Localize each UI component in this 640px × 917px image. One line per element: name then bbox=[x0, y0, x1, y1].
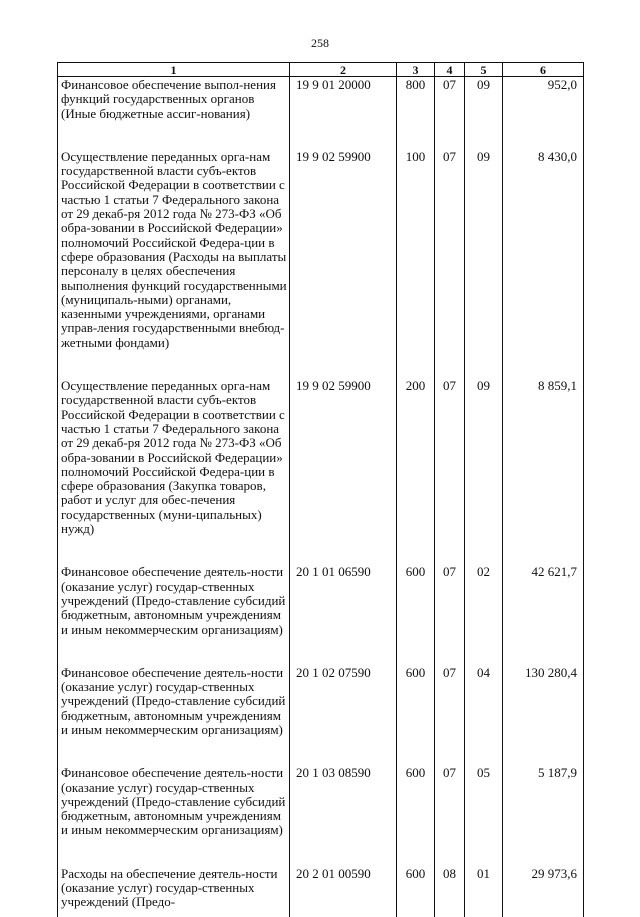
row-description: Осуществление переданных орга-нам государственной власти субъ-ектов Российской Федерации в соответствии с частью 1 статьи 7 Федерального закона от 29 декаб-ря 2012 года № 273-ФЗ «Об обра-зовании в Российской Федерации» полномочий Российской Федера-ции в сфере образования (Закупка товаров, работ и услуг для обес-печения государственных (муни-ципальных) нужд) bbox=[58, 379, 290, 565]
row-amount: 130 280,4 bbox=[503, 666, 584, 766]
row-code: 19 9 01 20000 bbox=[290, 77, 397, 150]
row-subsection: 04 bbox=[465, 666, 503, 766]
row-subsection: 09 bbox=[465, 379, 503, 565]
row-subsection: 05 bbox=[465, 766, 503, 866]
row-code: 19 9 02 59900 bbox=[290, 150, 397, 379]
column-header-2: 2 bbox=[290, 63, 397, 77]
row-section: 08 bbox=[435, 867, 465, 917]
row-code: 19 9 02 59900 bbox=[290, 379, 397, 565]
row-section: 07 bbox=[435, 379, 465, 565]
row-description: Осуществление переданных орга-нам государственной власти субъ-ектов Российской Федерации в соответствии с частью 1 статьи 7 Федерального закона от 29 декаб-ря 2012 года № 273-ФЗ «Об обра-зовании в Российской Федерации» полномочий Российской Федера-ции в сфере образования (Расходы на выплаты персоналу в целях обеспечения выполнения функций государственными (муниципаль-ными) органами, казенными учреждениями, органами управ-ления государственными внебюд-жетными фондами) bbox=[58, 150, 290, 379]
row-amount: 8 430,0 bbox=[503, 150, 584, 379]
row-section: 07 bbox=[435, 666, 465, 766]
row-description: Финансовое обеспечение деятель-ности (оказание услуг) государ-ственных учреждений (Предо-ставление субсидий бюджетным, автономным учреждениям и иным некоммерческим организациям) bbox=[58, 666, 290, 766]
row-amount: 29 973,6 bbox=[503, 867, 584, 917]
row-code: 20 2 01 00590 bbox=[290, 867, 397, 917]
table-row bbox=[58, 379, 584, 565]
budget-table bbox=[57, 62, 584, 917]
row-expense-type: 600 bbox=[397, 565, 435, 665]
row-expense-type: 200 bbox=[397, 379, 435, 565]
row-expense-type: 800 bbox=[397, 77, 435, 150]
table-row bbox=[58, 150, 584, 379]
row-subsection: 02 bbox=[465, 565, 503, 665]
row-amount: 42 621,7 bbox=[503, 565, 584, 665]
row-amount: 952,0 bbox=[503, 77, 584, 150]
table-row bbox=[58, 77, 584, 150]
column-header-4: 4 bbox=[435, 63, 465, 77]
table-row bbox=[58, 565, 584, 665]
row-amount: 8 859,1 bbox=[503, 379, 584, 565]
row-code: 20 1 02 07590 bbox=[290, 666, 397, 766]
row-expense-type: 600 bbox=[397, 867, 435, 917]
row-description: Финансовое обеспечение деятель-ности (оказание услуг) государ-ственных учреждений (Предо-ставление субсидий бюджетным, автономным учреждениям и иным некоммерческим организациям) bbox=[58, 565, 290, 665]
row-code: 20 1 01 06590 bbox=[290, 565, 397, 665]
row-code: 20 1 03 08590 bbox=[290, 766, 397, 866]
column-header-1: 1 bbox=[58, 63, 290, 77]
page-number: 258 bbox=[311, 36, 329, 50]
row-description: Финансовое обеспечение деятель-ности (оказание услуг) государ-ственных учреждений (Предо-ставление субсидий бюджетным, автономным учреждениям и иным некоммерческим организациям) bbox=[58, 766, 290, 866]
table-row bbox=[58, 867, 584, 917]
column-header-6: 6 bbox=[503, 63, 584, 77]
row-subsection: 09 bbox=[465, 77, 503, 150]
row-description: Расходы на обеспечение деятель-ности (оказание услуг) государ-ственных учреждений (Предо- bbox=[58, 867, 290, 917]
row-description: Финансовое обеспечение выпол-нения функций государственных органов (Иные бюджетные ассиг-нования) bbox=[58, 77, 290, 150]
column-header-3: 3 bbox=[397, 63, 435, 77]
row-expense-type: 600 bbox=[397, 766, 435, 866]
row-amount: 5 187,9 bbox=[503, 766, 584, 866]
row-subsection: 09 bbox=[465, 150, 503, 379]
row-section: 07 bbox=[435, 77, 465, 150]
row-section: 07 bbox=[435, 150, 465, 379]
table-row bbox=[58, 766, 584, 866]
row-subsection: 01 bbox=[465, 867, 503, 917]
row-section: 07 bbox=[435, 565, 465, 665]
table-header-row bbox=[58, 63, 584, 77]
column-header-5: 5 bbox=[465, 63, 503, 77]
row-expense-type: 600 bbox=[397, 666, 435, 766]
row-section: 07 bbox=[435, 766, 465, 866]
table-row bbox=[58, 666, 584, 766]
row-expense-type: 100 bbox=[397, 150, 435, 379]
